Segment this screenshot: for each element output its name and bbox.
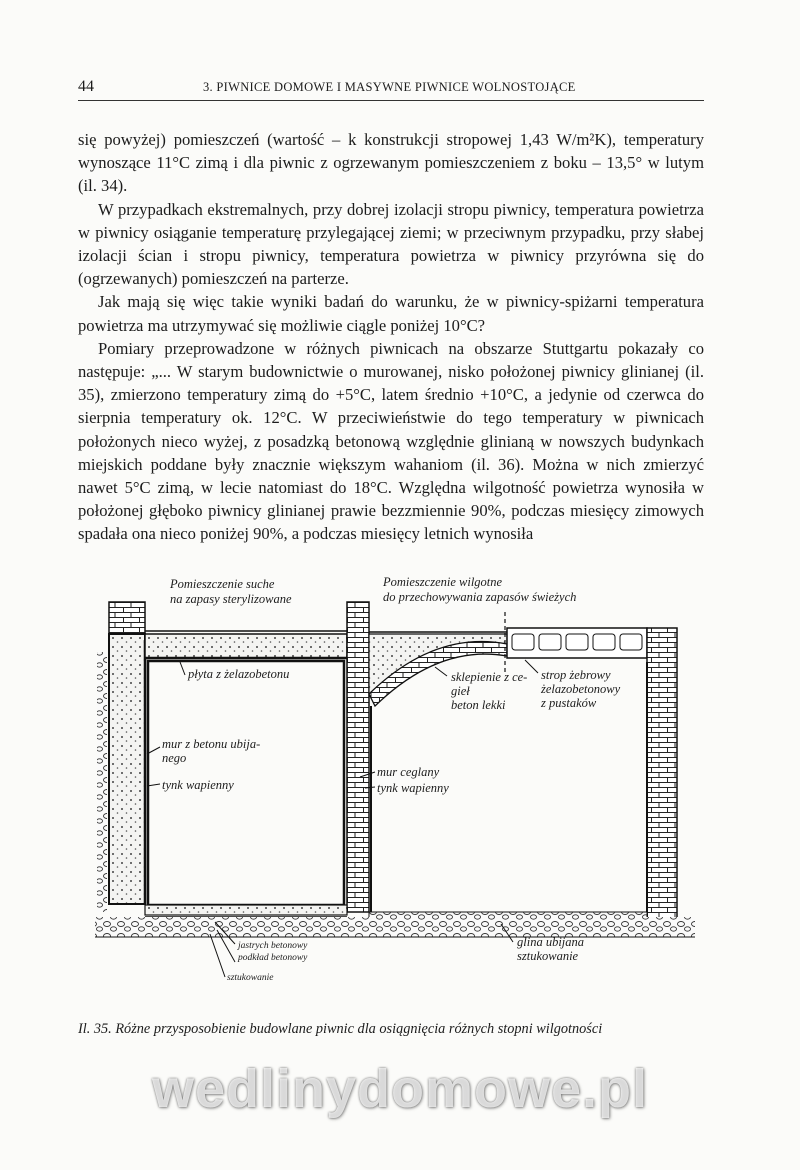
label-mur-betonu: mur z betonu ubija- nego: [162, 737, 261, 765]
paragraph: Pomiary przeprowadzone w różnych piwnicach na obszarze Stuttgartu pokazały co następuje: „... W starym budownictwie o murowanej, nisko położonej piwnicy glinianej (il. 35), zmierzono temperatury zimą do +5°C, latem średnio +10°C, a jedynie od czerwca do sierpnia temperatury ok. 12°C. W przeciwieństwie do tego temperatury w piwnicach położonych nieco wyżej, z posadzką betonową względnie glinianą w nowszych budynkach miejskich poddane były znacznie większym wahaniom (il. 36). Można w nich zmierzyć nawet 5°C zimą, w lecie natomiast do 18°C. Względna wilgotność powietrza wynosiła w położonej głęboko piwnicy glinianej prawie bezzmiennie 90%, podczas miesięcy zimowych spadała ona nieco poniżej 90%, a podczas miesięcy letnich wynosiła: [78, 338, 704, 544]
paragraph: Jak mają się więc takie wyniki badań do warunku, że w piwnicy-spiżarni temperatura powietrza ma utrzymywać się możliwie ciągle poniżej 10°C?: [78, 292, 704, 335]
paragraph: się powyżej) pomieszczeń (wartość – k konstrukcji stropowej 1,43 W/m²K), temperatury wynoszące 11°C zimą i dla piwnic z ogrzewanym pomieszczeniem z boku – 13,5° w lutym (il. 34).: [78, 130, 704, 196]
page-header: [78, 78, 704, 101]
label-dry-room: Pomieszczenie suche na zapasy sterylizowane: [170, 577, 292, 606]
label-wet-room: Pomieszczenie wilgotne do przechowywania zapasów świeżych: [383, 575, 577, 604]
label-plyta: płyta z żelazobetonu: [188, 667, 290, 681]
page-number: 44: [78, 78, 94, 95]
label-jastrych: jastrych betonowy podkład betonowy: [238, 941, 308, 963]
paragraph: W przypadkach ekstremalnych, przy dobrej izolacji stropu piwnicy, temperatura powietrza w piwnicy osiąganie temperaturę przylegającej ziemi; w przeciwnym przypadku, przy słabej izolacji ścian i stropu piwnicy, temperatura powietrza w piwnicy przyrówna się do (ogrzewanych) pomieszczeń na parterze.: [78, 199, 704, 289]
figure-caption: Il. 35. Różne przysposobienie budowlane piwnic dla osiągnięcia różnych stopni wilgotności: [78, 1021, 603, 1037]
label-sztukowanie-left: sztukowanie: [227, 973, 274, 983]
label-glina: glina ubijana sztukowanie: [517, 935, 585, 963]
label-tynk-left: tynk wapienny: [162, 778, 234, 792]
body-text: [78, 128, 704, 546]
label-sklepienie: sklepienie z ce- gieł beton lekki: [451, 670, 528, 712]
label-mur-ceglany: mur ceglany: [377, 765, 440, 779]
running-head: 3. PIWNICE DOMOWE I MASYWNE PIWNICE WOLNOSTOJĄCE: [203, 80, 576, 94]
label-tynk-right: tynk wapienny: [377, 781, 449, 795]
watermark: wedlinydomowe.pl: [151, 1059, 649, 1119]
label-strop: strop żebrowy żelazobetonowy z pustaków: [541, 668, 621, 710]
cellar-cross-section-figure: [75, 572, 710, 1012]
